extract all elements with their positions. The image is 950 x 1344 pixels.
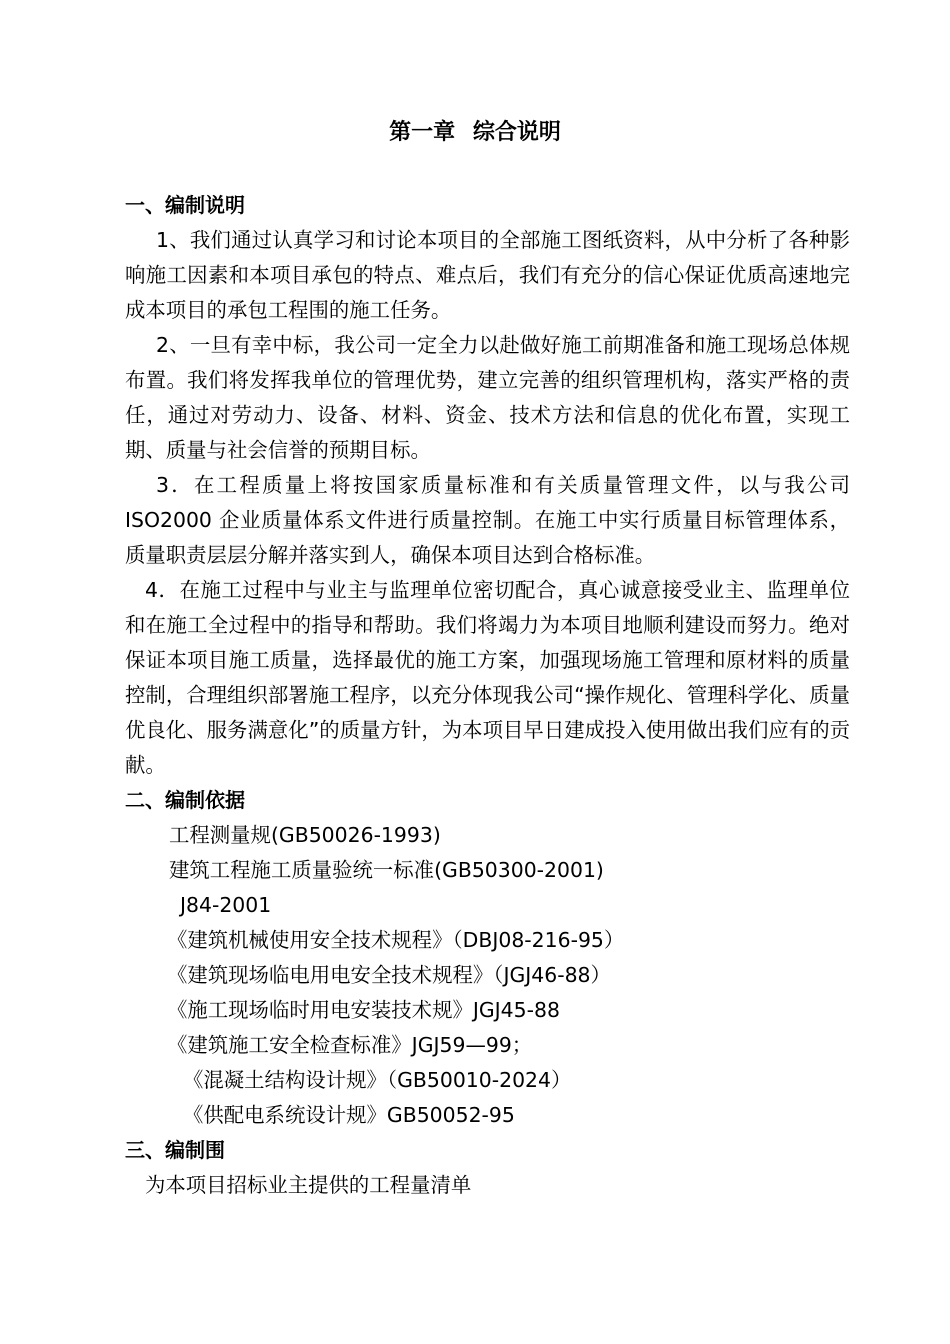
- reference-item: 《建筑施工安全检查标准》JGJ59—99；: [167, 1033, 533, 1057]
- reference-item: 《供配电系统设计规》GB50052-95: [183, 1103, 515, 1127]
- reference-item: 《施工现场临时用电安装技术规》JGJ45-88: [167, 998, 560, 1022]
- scope-text: 为本项目招标业主提供的工程量清单: [145, 1173, 472, 1197]
- paragraph-1: 1、我们通过认真学习和讨论本项目的全部施工图纸资料，从中分析了各种影响施工因素和本项目承包的特点、难点后，我们有充分的信心保证优质高速地完成本项目的承包工程围的施工任务。: [125, 228, 850, 322]
- section-heading-compilation-scope: 三、编制围: [125, 1138, 225, 1162]
- reference-item: 《建筑机械使用安全技术规程》（DBJ08-216-95）: [167, 928, 625, 952]
- document-body: [125, 188, 850, 1203]
- reference-item: 建筑工程施工质量验统一标准(GB50300-2001): [169, 858, 604, 882]
- reference-item: J84-2001: [180, 893, 272, 917]
- paragraph-2: 2、一旦有幸中标，我公司一定全力以赴做好施工前期准备和施工现场总体规布置。我们将发挥我单位的管理优势，建立完善的组织管理机构，落实严格的责任，通过对劳动力、设备、材料、资金、技术方法和信息的优化布置，实现工期、质量与社会信誉的预期目标。: [125, 333, 850, 462]
- reference-item: 《混凝土结构设计规》（GB50010-2024）: [183, 1068, 572, 1092]
- paragraph-3: 3．在工程质量上将按国家质量标准和有关质量管理文件，以与我公司 ISO2000 企业质量体系文件进行质量控制。在施工中实行质量目标管理体系，质量职责层层分解并落实到人，确保本项目达到合格标准。: [125, 473, 850, 567]
- section-heading-compilation-notes: 一、编制说明: [125, 193, 245, 217]
- reference-item: 工程测量规(GB50026-1993): [169, 823, 441, 847]
- page-title: 第一章 综合说明: [389, 120, 561, 145]
- paragraph-4: 4．在施工过程中与业主与监理单位密切配合，真心诚意接受业主、监理单位和在施工全过程中的指导和帮助。我们将竭力为本项目地顺利建设而努力。绝对保证本项目施工质量，选择最优的施工方案，加强现场施工管理和原材料的质量控制，合理组织部署施工程序，以充分体现我公司“操作规化、管理科学化、质量优良化、服务满意化”的质量方针，为本项目早日建成投入使用做出我们应有的贡献。: [125, 578, 850, 777]
- reference-item: 《建筑现场临电用电安全技术规程》（JGJ46-88）: [167, 963, 611, 987]
- section-heading-compilation-basis: 二、编制依据: [125, 788, 245, 812]
